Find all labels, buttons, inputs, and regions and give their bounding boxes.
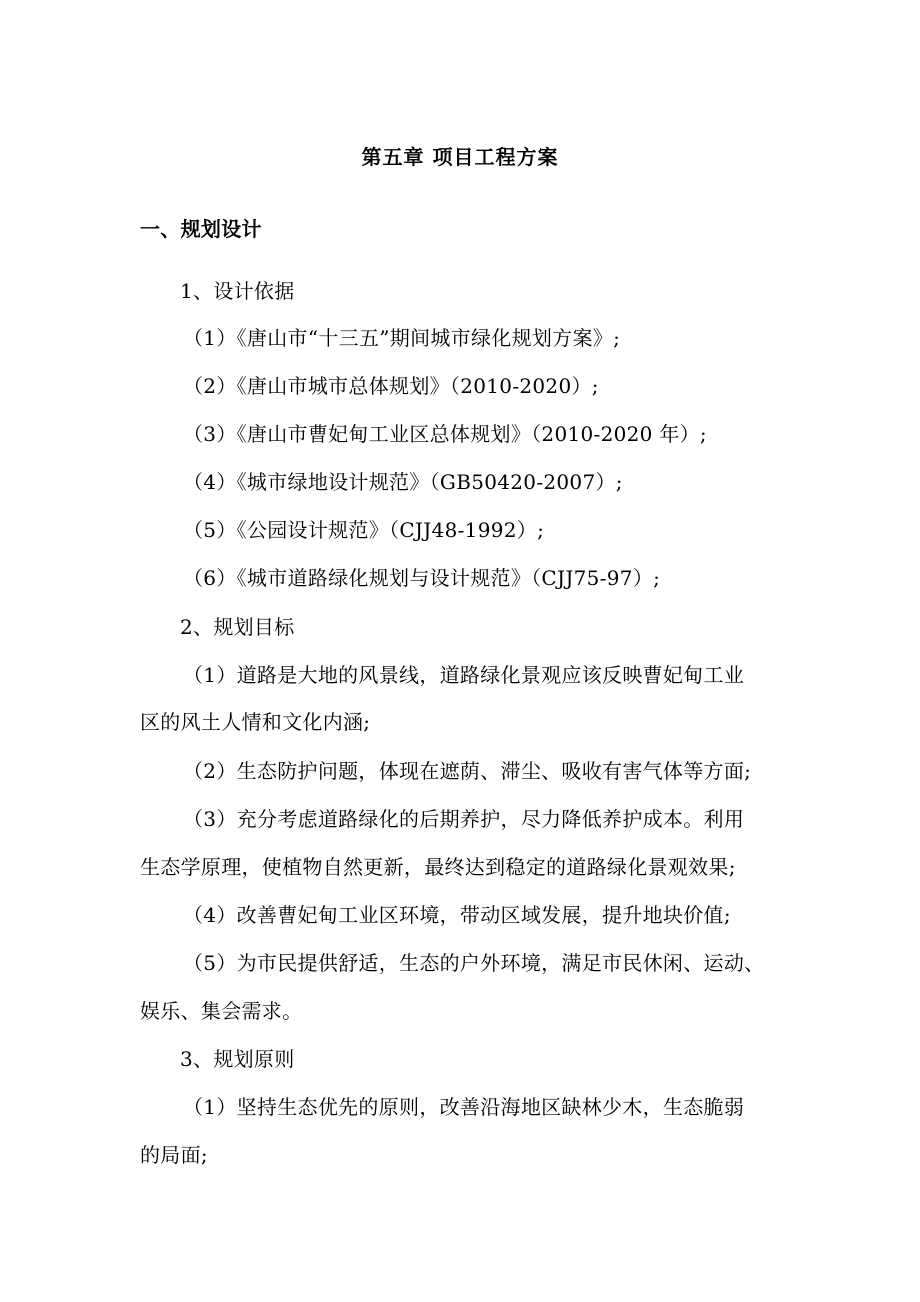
basis-heading: 1、设计依据 xyxy=(180,279,295,303)
principles-line: 的局面; xyxy=(140,1143,208,1167)
goals-line: 区的风土人情和文化内涵; xyxy=(140,710,371,734)
principles-heading: 3、规划原则 xyxy=(180,1047,295,1071)
principles-line: （1）坚持生态优先的原则，改善沿海地区缺林少木，生态脆弱 xyxy=(183,1095,745,1119)
goals-line: （5）为市民提供舒适，生态的户外环境，满足市民休闲、运动、 xyxy=(183,951,765,975)
basis-item: （1）《唐山市“十三五”期间城市绿化规划方案》; xyxy=(183,326,621,350)
section-heading: 一、规划设计 xyxy=(140,217,262,241)
basis-item: （6）《城市道路绿化规划与设计规范》（CJJ75-97）; xyxy=(183,566,661,590)
goals-line: 娱乐、集会需求。 xyxy=(140,999,303,1023)
basis-item: （5）《公园设计规范》（CJJ48-1992）; xyxy=(183,518,545,542)
basis-item: （4）《城市绿地设计规范》（GB50420-2007）; xyxy=(183,470,623,494)
goals-heading: 2、规划目标 xyxy=(180,615,295,639)
goals-line: （1）道路是大地的风景线，道路绿化景观应该反映曹妃甸工业 xyxy=(183,663,745,687)
goals-line: （3）充分考虑道路绿化的后期养护，尽力降低养护成本。利用 xyxy=(183,807,745,831)
basis-item: （2）《唐山市城市总体规划》（2010-2020）; xyxy=(183,374,599,398)
goals-line: （4）改善曹妃甸工业区环境，带动区域发展，提升地块价值; xyxy=(183,903,731,927)
goals-line: 生态学原理，使植物自然更新，最终达到稳定的道路绿化景观效果; xyxy=(140,855,736,879)
basis-item: （3）《唐山市曹妃甸工业区总体规划》（2010-2020 年）; xyxy=(183,422,707,446)
chapter-title: 第五章 项目工程方案 xyxy=(361,145,559,169)
goals-line: （2）生态防护问题，体现在遮荫、滞尘、吸收有害气体等方面; xyxy=(183,759,752,783)
